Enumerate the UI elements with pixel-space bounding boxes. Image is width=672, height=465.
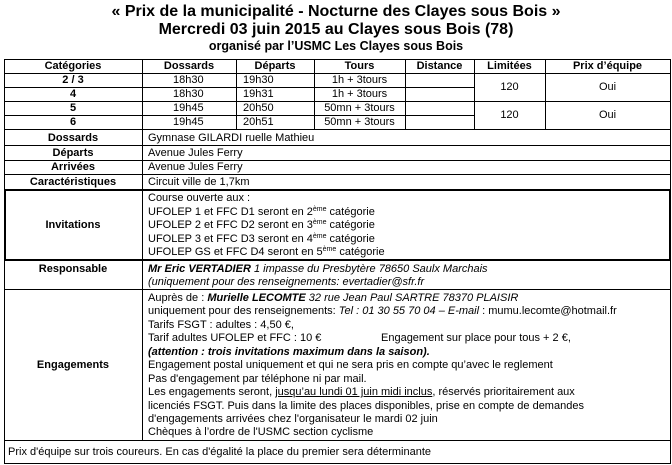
- limitees-group-1: 120: [500, 81, 519, 93]
- row-tours: 50mn + 3tours: [324, 116, 395, 128]
- caracteristiques-label: Caractéristiques: [29, 176, 117, 188]
- row-departs: 20h51: [243, 116, 274, 128]
- engagement-deadline: Les engagements seront, jusqu’au lundi 01 juin midi inclus, réservés prioritairement aux: [148, 386, 575, 398]
- responsable-contact: Mr Eric VERTADIER 1 impasse du Presbytère 78650 Saulx Marchais: [148, 263, 488, 275]
- header-tours: Tours: [344, 60, 375, 72]
- engagement-licencies: licenciés FSGT. Puis dans la limite des places disponibles, prise en compte de demandes: [148, 400, 584, 412]
- row-category: 5: [69, 102, 77, 114]
- row-departs: 20h50: [243, 102, 274, 114]
- invitations-intro: Course ouverte aux :: [148, 192, 251, 204]
- prix-group-1: Oui: [598, 81, 617, 93]
- header-categories: Catégories: [44, 60, 102, 72]
- row-tours: 1h + 3tours: [331, 74, 388, 86]
- arrivees-label: Arrivées: [50, 161, 96, 173]
- limitees-group-2: 120: [500, 109, 519, 121]
- row-tours: 1h + 3tours: [331, 88, 388, 100]
- row-tours: 50mn + 3tours: [324, 102, 395, 114]
- invitations-label: Invitations: [45, 219, 101, 231]
- engagement-postal: Engagement postal uniquement et qui ne sera pris en compte qu’avec le reglement: [148, 359, 553, 371]
- invitation-line: UFOLEP 2 et FFC D2 seront en 3ème catégorie: [148, 219, 375, 231]
- row-dossards: 19h45: [173, 102, 204, 114]
- engagement-tarif-ufolep: Tarif adultes UFOLEP et FFC : 10 €: [148, 332, 322, 344]
- engagement-arrivees: d'engagements arrivées chez l'organisateur le mardi 02 juin: [148, 413, 438, 425]
- row-category: 2 / 3: [62, 74, 84, 86]
- arrivees-value: Avenue Jules Ferry: [148, 161, 243, 173]
- invitation-line: UFOLEP 1 et FFC D1 seront en 2ème catégorie: [148, 206, 375, 218]
- row-departs: 19h31: [243, 88, 274, 100]
- header-dossards: Dossards: [163, 60, 215, 72]
- header-departs: Départs: [254, 60, 296, 72]
- footer-note: Prix d'équipe sur trois coureurs. En cas d'égalité la place du premier sera déterminante: [8, 446, 432, 458]
- engagement-aupres: Auprès de : Murielle LECOMTE 32 rue Jean Paul SARTRE 78370 PLAISIR: [148, 292, 519, 304]
- responsable-note: (uniquement pour des renseignements: evertadier@sfr.fr: [148, 276, 425, 288]
- row-dossards: 19h45: [173, 116, 204, 128]
- row-dossards: 18h30: [173, 74, 204, 86]
- dossards-label: Dossards: [47, 132, 99, 144]
- title-line-3: organisé par l’USMC Les Clayes sous Bois: [208, 39, 464, 53]
- invitation-line: UFOLEP GS et FFC D4 seront en 5ème catégorie: [148, 246, 385, 258]
- engagement-tarifs-fsgt: Tarifs FSGT : adultes : 4,50 €,: [148, 319, 294, 331]
- engagement-cheques: Chèques à l’ordre de l'USMC section cyclisme: [148, 426, 374, 438]
- dossards-value: Gymnase GILARDI ruelle Mathieu: [148, 132, 315, 144]
- engagement-attention: (attention : trois invitations maximum dans la saison).: [148, 346, 430, 358]
- row-dossards: 18h30: [173, 88, 204, 100]
- responsable-label: Responsable: [38, 263, 108, 275]
- title-line-1: « Prix de la municipalité - Nocturne des Clayes sous Bois »: [111, 3, 561, 20]
- engagement-contact: uniquement pour des renseignements: Tel : 01 30 55 70 04 – E-mail : mumu.lecomte@hotmail.fr: [148, 305, 617, 317]
- departs-value: Avenue Jules Ferry: [148, 147, 243, 159]
- row-departs: 19h30: [243, 74, 274, 86]
- caracteristiques-value: Circuit ville de 1,7km: [148, 176, 250, 188]
- engagement-sur-place: Engagement sur place pour tous + 2 €,: [381, 332, 571, 344]
- header-limitees: Limitées: [487, 60, 532, 72]
- prix-group-2: Oui: [598, 109, 617, 121]
- row-category: 6: [69, 116, 77, 128]
- row-category: 4: [69, 88, 77, 100]
- title-line-2: Mercredi 03 juin 2015 au Clayes sous Bois (78): [158, 21, 514, 38]
- header-distance: Distance: [416, 60, 463, 72]
- header-prix-equipe: Prix d’équipe: [572, 60, 643, 72]
- engagements-label: Engagements: [36, 359, 110, 371]
- departs-label: Départs: [52, 147, 94, 159]
- invitation-line: UFOLEP 3 et FFC D3 seront en 4ème catégorie: [148, 233, 375, 245]
- engagement-no-phone: Pas d'engagement par téléphone ni par mail.: [148, 373, 367, 385]
